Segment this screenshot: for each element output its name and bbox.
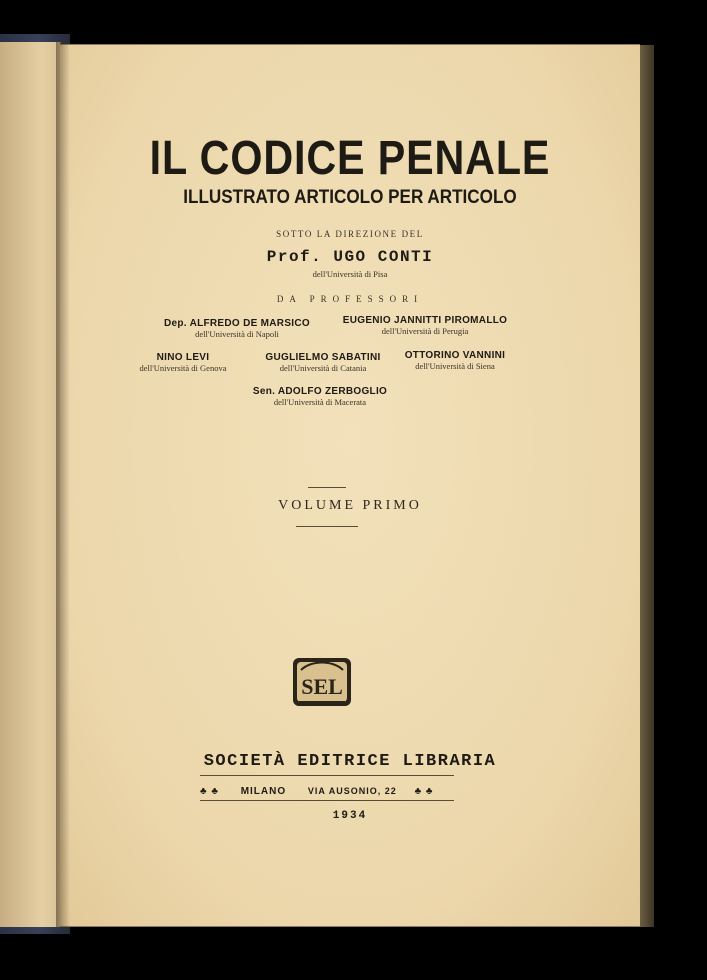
contributor-name: NINO LEVI: [156, 352, 210, 363]
ornament-left: ♣ ♣: [200, 786, 219, 797]
contributor-block: [325, 315, 525, 336]
volume-label: VOLUME PRIMO: [278, 498, 422, 513]
contributor-block: [253, 352, 393, 373]
contributor-name: Sen. ADOLFO ZERBOGLIO: [252, 386, 388, 397]
spine-shadow: [56, 42, 70, 927]
publisher-rule-top: [200, 775, 454, 776]
professors-label: DA PROFESSORI: [276, 294, 424, 304]
contributor-block: [240, 386, 400, 407]
publisher-mark-letters: SEL: [301, 674, 343, 699]
contributor-affiliation: dell'Università di Macerata: [273, 397, 367, 407]
publisher-city: MILANO: [240, 786, 287, 797]
publisher-rule-bottom: [200, 800, 454, 801]
contributor-affiliation: dell'Università di Perugia: [381, 326, 469, 336]
direction-label: SOTTO LA DIREZIONE DEL: [276, 229, 424, 239]
publisher-mark-icon: [291, 656, 353, 708]
contributor-block: [142, 318, 332, 339]
contributor-name: Dep. ALFREDO DE MARSICO: [164, 318, 310, 329]
publisher-address: VIA AUSONIO, 22: [307, 786, 397, 796]
volume-rule-bottom: [296, 526, 358, 527]
contributor-block: [390, 350, 520, 371]
title-page: [60, 44, 640, 927]
publisher-name: SOCIETÀ EDITRICE LIBRARIA: [203, 752, 497, 771]
publication-year: 1934: [332, 810, 368, 822]
contributor-block: [118, 352, 248, 373]
contributor-affiliation: dell'Università di Catania: [279, 363, 367, 373]
left-page-edge: [0, 42, 61, 927]
book-title: IL CODICE PENALE: [149, 132, 551, 185]
director-name: Prof. UGO CONTI: [266, 248, 434, 266]
volume-rule-top: [308, 487, 346, 488]
director-affiliation: dell'Università di Pisa: [312, 269, 388, 279]
contributor-affiliation: dell'Università di Genova: [139, 363, 227, 373]
ornament-right: ♣ ♣: [414, 786, 434, 797]
contributor-name: OTTORINO VANNINI: [404, 350, 506, 361]
book-cover-right: [640, 45, 654, 927]
publisher-address-row: [200, 786, 460, 797]
book-subtitle: ILLUSTRATO ARTICOLO PER ARTICOLO: [183, 187, 517, 208]
contributor-name: GUGLIELMO SABATINI: [265, 352, 381, 363]
contributor-name: EUGENIO JANNITTI PIROMALLO: [342, 315, 508, 326]
contributor-affiliation: dell'Università di Napoli: [195, 329, 279, 339]
contributor-affiliation: dell'Università di Siena: [415, 361, 495, 371]
